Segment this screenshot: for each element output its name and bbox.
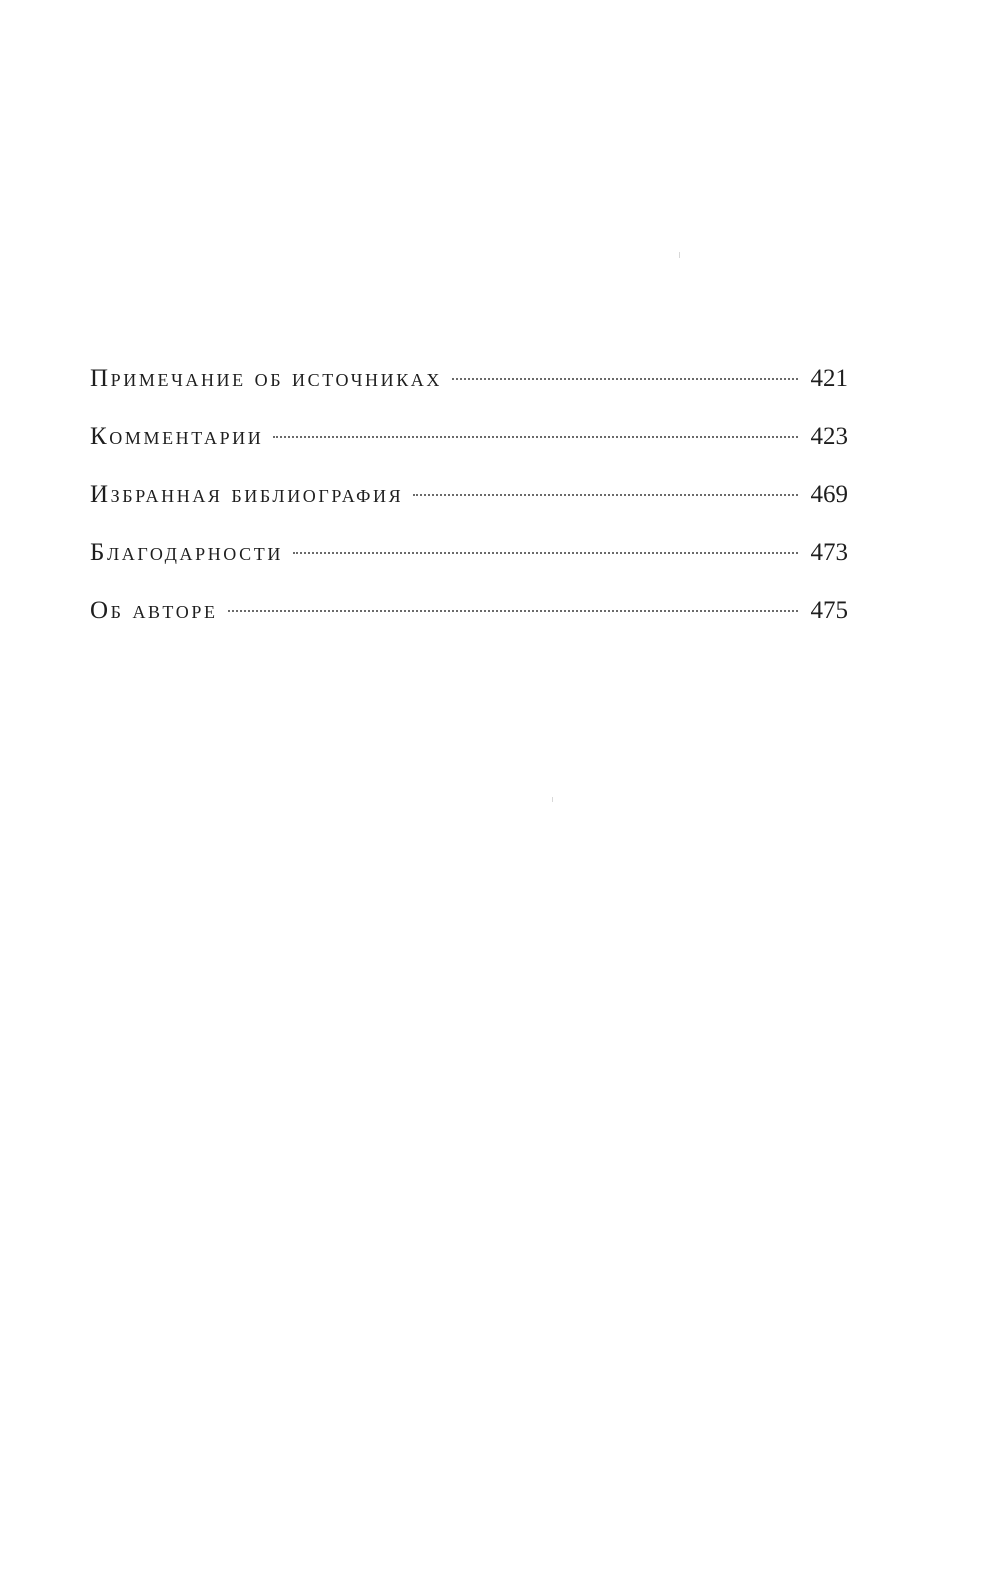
- toc-entry-page: 475: [810, 597, 848, 624]
- scan-speck: [679, 252, 680, 258]
- scan-speck: [552, 797, 553, 802]
- dot-leader: [413, 494, 798, 496]
- toc-entry-page: 473: [810, 539, 848, 566]
- toc-entry-page: 469: [810, 481, 848, 508]
- toc-entry: [90, 418, 848, 476]
- toc-entry-title: Примечание об источниках: [90, 365, 443, 392]
- toc-entry-page: 423: [810, 423, 848, 450]
- toc-entry-title: Благодарности: [90, 539, 283, 566]
- toc-entry: [90, 534, 848, 592]
- toc-entry-title: Избранная библиография: [90, 481, 404, 508]
- toc-entry-title: Об авторе: [90, 597, 218, 624]
- dot-leader: [452, 378, 798, 380]
- table-of-contents: [90, 360, 848, 650]
- toc-entry: [90, 476, 848, 534]
- dot-leader: [228, 610, 798, 612]
- toc-entry-page: 421: [810, 365, 848, 392]
- toc-entry: [90, 360, 848, 418]
- dot-leader: [273, 436, 798, 438]
- toc-entry-title: Комментарии: [90, 423, 264, 450]
- toc-entry: [90, 592, 848, 650]
- dot-leader: [293, 552, 798, 554]
